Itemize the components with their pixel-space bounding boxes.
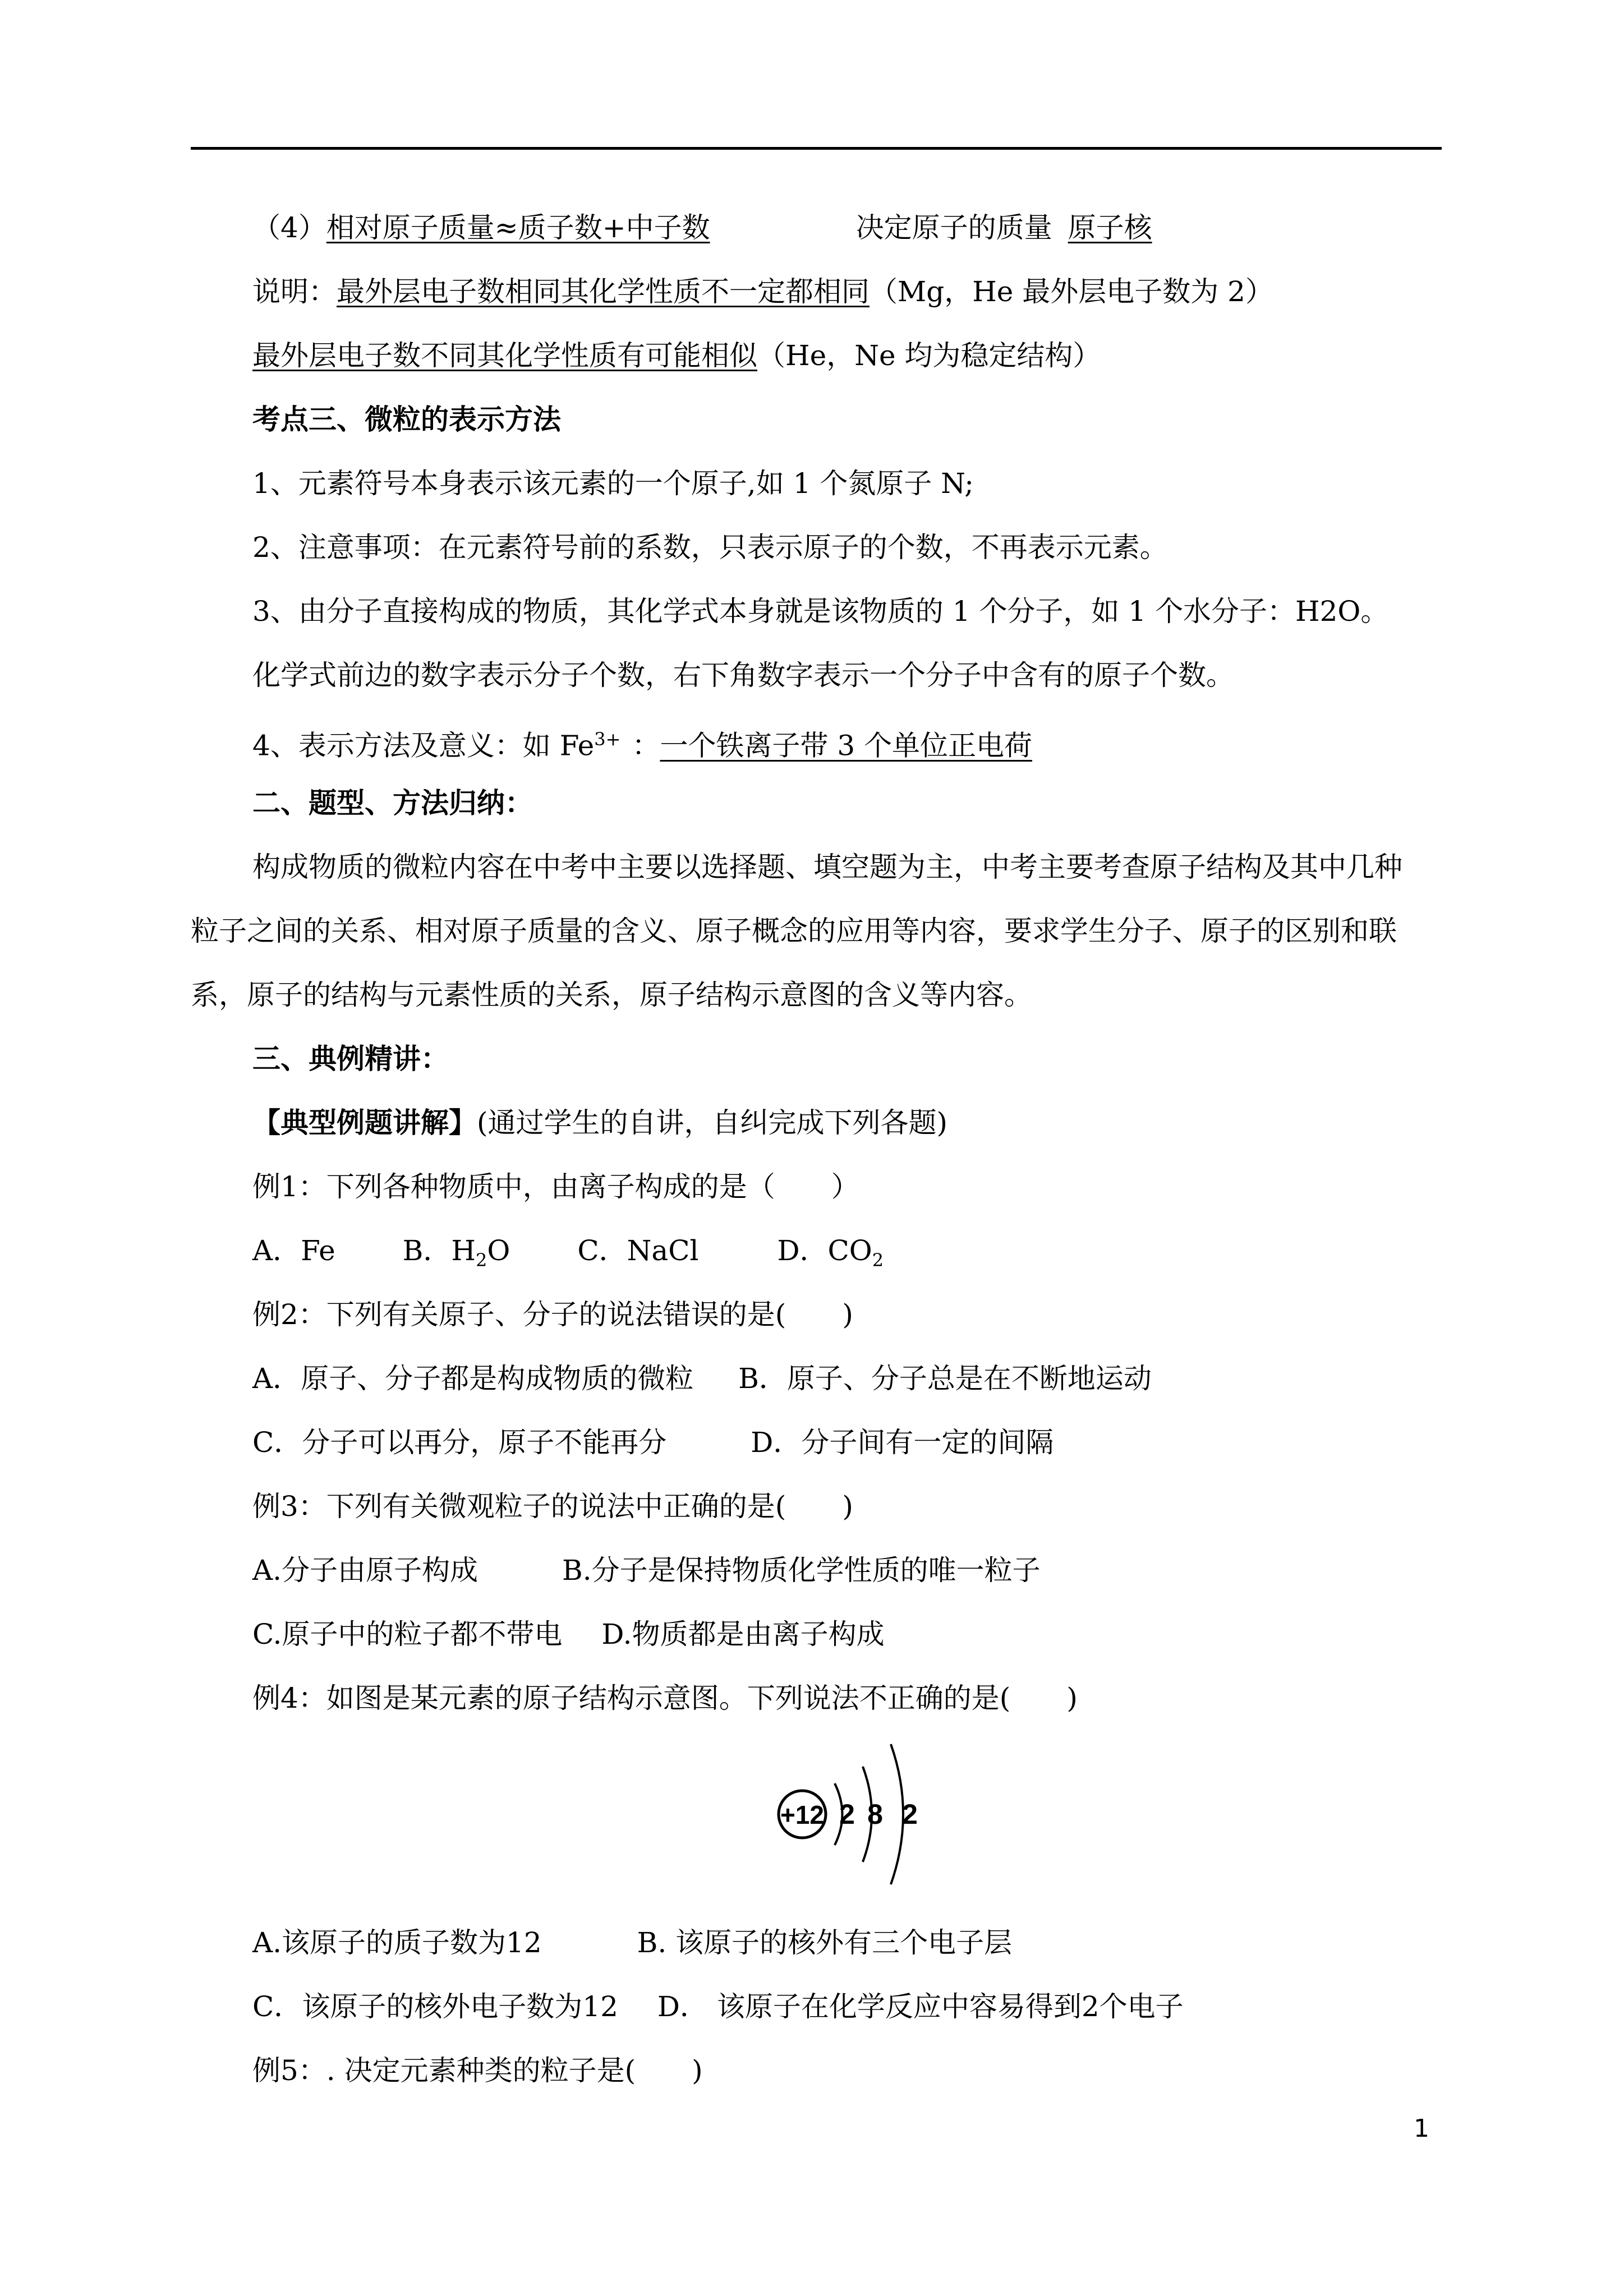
paragraph-line: 系，原子的结构与元素性质的关系，原子结构示意图的含义等内容。 — [191, 979, 1032, 1011]
line-text: 化学式前边的数字表示分子个数，右下角数字表示一个分子中含有的原子个数。 — [252, 659, 1234, 691]
question-3-options-ab — [252, 1552, 1041, 1588]
underlined-answer: 最外层电子数相同其化学性质不一定都相同 — [337, 275, 869, 308]
option-d: D．分子间有一定的间隔 — [751, 1426, 1054, 1459]
shell-1-electrons: 2 — [839, 1799, 855, 1830]
shell-2-electrons: 8 — [867, 1799, 883, 1830]
line-text: 4、表示方法及意义：如 Fe — [252, 729, 595, 762]
section-heading: 考点三、微粒的表示方法 — [252, 403, 561, 436]
paragraph-line: 构成物质的微粒内容在中考中主要以选择题、填空题为主，中考主要考查原子结构及其中几种 — [252, 851, 1402, 883]
option-a: A．原子、分子都是构成物质的微粒 — [252, 1362, 694, 1395]
option-d — [777, 1234, 884, 1271]
line-ion-notation — [252, 721, 1032, 764]
nucleus-charge: +12 — [780, 1800, 825, 1829]
option-b: B.分子是保持物质化学性质的唯一粒子 — [562, 1554, 1041, 1587]
question-2: 例2：下列有关原子、分子的说法错误的是( ) — [252, 1298, 853, 1331]
option-a: A．Fe — [252, 1234, 335, 1267]
line-relative-atomic-mass — [252, 210, 1152, 246]
underlined-answer: 一个铁离子带 3 个单位正电荷 — [660, 729, 1033, 762]
question-2-options-cd — [252, 1424, 1053, 1460]
option-d: D． 该原子在化学反应中容易得到2个电子 — [657, 1990, 1184, 2023]
question-1: 例1：下列各种物质中，由离子构成的是（ ） — [252, 1170, 859, 1203]
question-4-options-cd — [252, 1989, 1184, 2025]
option-a: A.分子由原子构成 — [252, 1554, 479, 1587]
paragraph-line: 粒子之间的关系、相对原子质量的含义、原子概念的应用等内容，要求学生分子、原子的区别和联 — [191, 915, 1397, 947]
item-prefix: （4） — [252, 211, 326, 244]
line-text: 2、注意事项：在元素符号前的系数，只表示原子的个数，不再表示元素。 — [252, 531, 1168, 564]
option-b — [402, 1234, 510, 1271]
underlined-answer: 最外层电子数不同其化学性质有可能相似 — [252, 339, 757, 372]
section-heading: 三、典例精讲： — [252, 1042, 449, 1075]
line-example-intro — [252, 1105, 947, 1141]
option-c: C．该原子的核外电子数为12 — [252, 1990, 618, 2023]
header-rule — [191, 147, 1442, 150]
line-note-1 — [252, 274, 1273, 310]
question-2-options-ab — [252, 1361, 1152, 1396]
option-c: C．NaCl — [577, 1234, 699, 1267]
question-3-options-cd — [252, 1616, 885, 1652]
subscript: 2 — [872, 1250, 884, 1271]
subscript: 2 — [476, 1250, 487, 1271]
atomic-structure-diagram — [769, 1733, 937, 1896]
option-b-tail: O — [487, 1234, 510, 1267]
option-c: C．分子可以再分，原子不能再分 — [252, 1426, 667, 1459]
ion-charge: 3+ — [594, 729, 621, 750]
option-a: A.该原子的质子数为12 — [252, 1926, 542, 1959]
section-heading: 二、题型、方法归纳： — [252, 786, 533, 819]
question-1-options — [252, 1233, 884, 1278]
line-text: 3、由分子直接构成的物质，其化学式本身就是该物质的 1 个分子，如 1 个水分子：H2O。 — [252, 595, 1389, 628]
question-4-options-ab — [252, 1925, 1012, 1961]
question-3: 例3：下列有关微观粒子的说法中正确的是( ) — [252, 1490, 853, 1523]
electron-shell-3 — [891, 1744, 903, 1884]
option-d-text: D．CO — [777, 1234, 872, 1267]
option-d: D.物质都是由离子构成 — [601, 1618, 885, 1650]
line-text: （He，Ne 均为稳定结构） — [757, 339, 1101, 372]
page-number: 1 — [1414, 2114, 1429, 2143]
option-b-text: B．H — [402, 1234, 476, 1267]
line-note-2 — [252, 338, 1101, 374]
option-b: B．原子、分子总是在不断地运动 — [738, 1362, 1152, 1395]
bold-label: 【典型例题讲解】 — [252, 1106, 477, 1139]
underlined-answer: 相对原子质量≈质子数+中子数 — [326, 211, 710, 244]
line-text: （Mg，He 最外层电子数为 2） — [869, 275, 1273, 308]
line-text: 决定原子的质量 — [855, 211, 1052, 244]
underlined-answer: 原子核 — [1068, 211, 1152, 244]
shell-3-electrons: 2 — [902, 1799, 918, 1830]
line-text: 1、元素符号本身表示该元素的一个原子,如 1 个氮原子 N; — [252, 467, 974, 500]
note-label: 说明： — [252, 275, 337, 308]
option-c: C.原子中的粒子都不带电 — [252, 1618, 563, 1650]
line-text: (通过学生的自讲，自纠完成下列各题) — [477, 1106, 948, 1139]
colon: ： — [632, 729, 660, 762]
question-4: 例4：如图是某元素的原子结构示意图。下列说法不正确的是( ) — [252, 1682, 1078, 1714]
option-b: B. 该原子的核外有三个电子层 — [637, 1926, 1013, 1959]
question-5: 例5：. 决定元素种类的粒子是( ) — [252, 2054, 703, 2087]
